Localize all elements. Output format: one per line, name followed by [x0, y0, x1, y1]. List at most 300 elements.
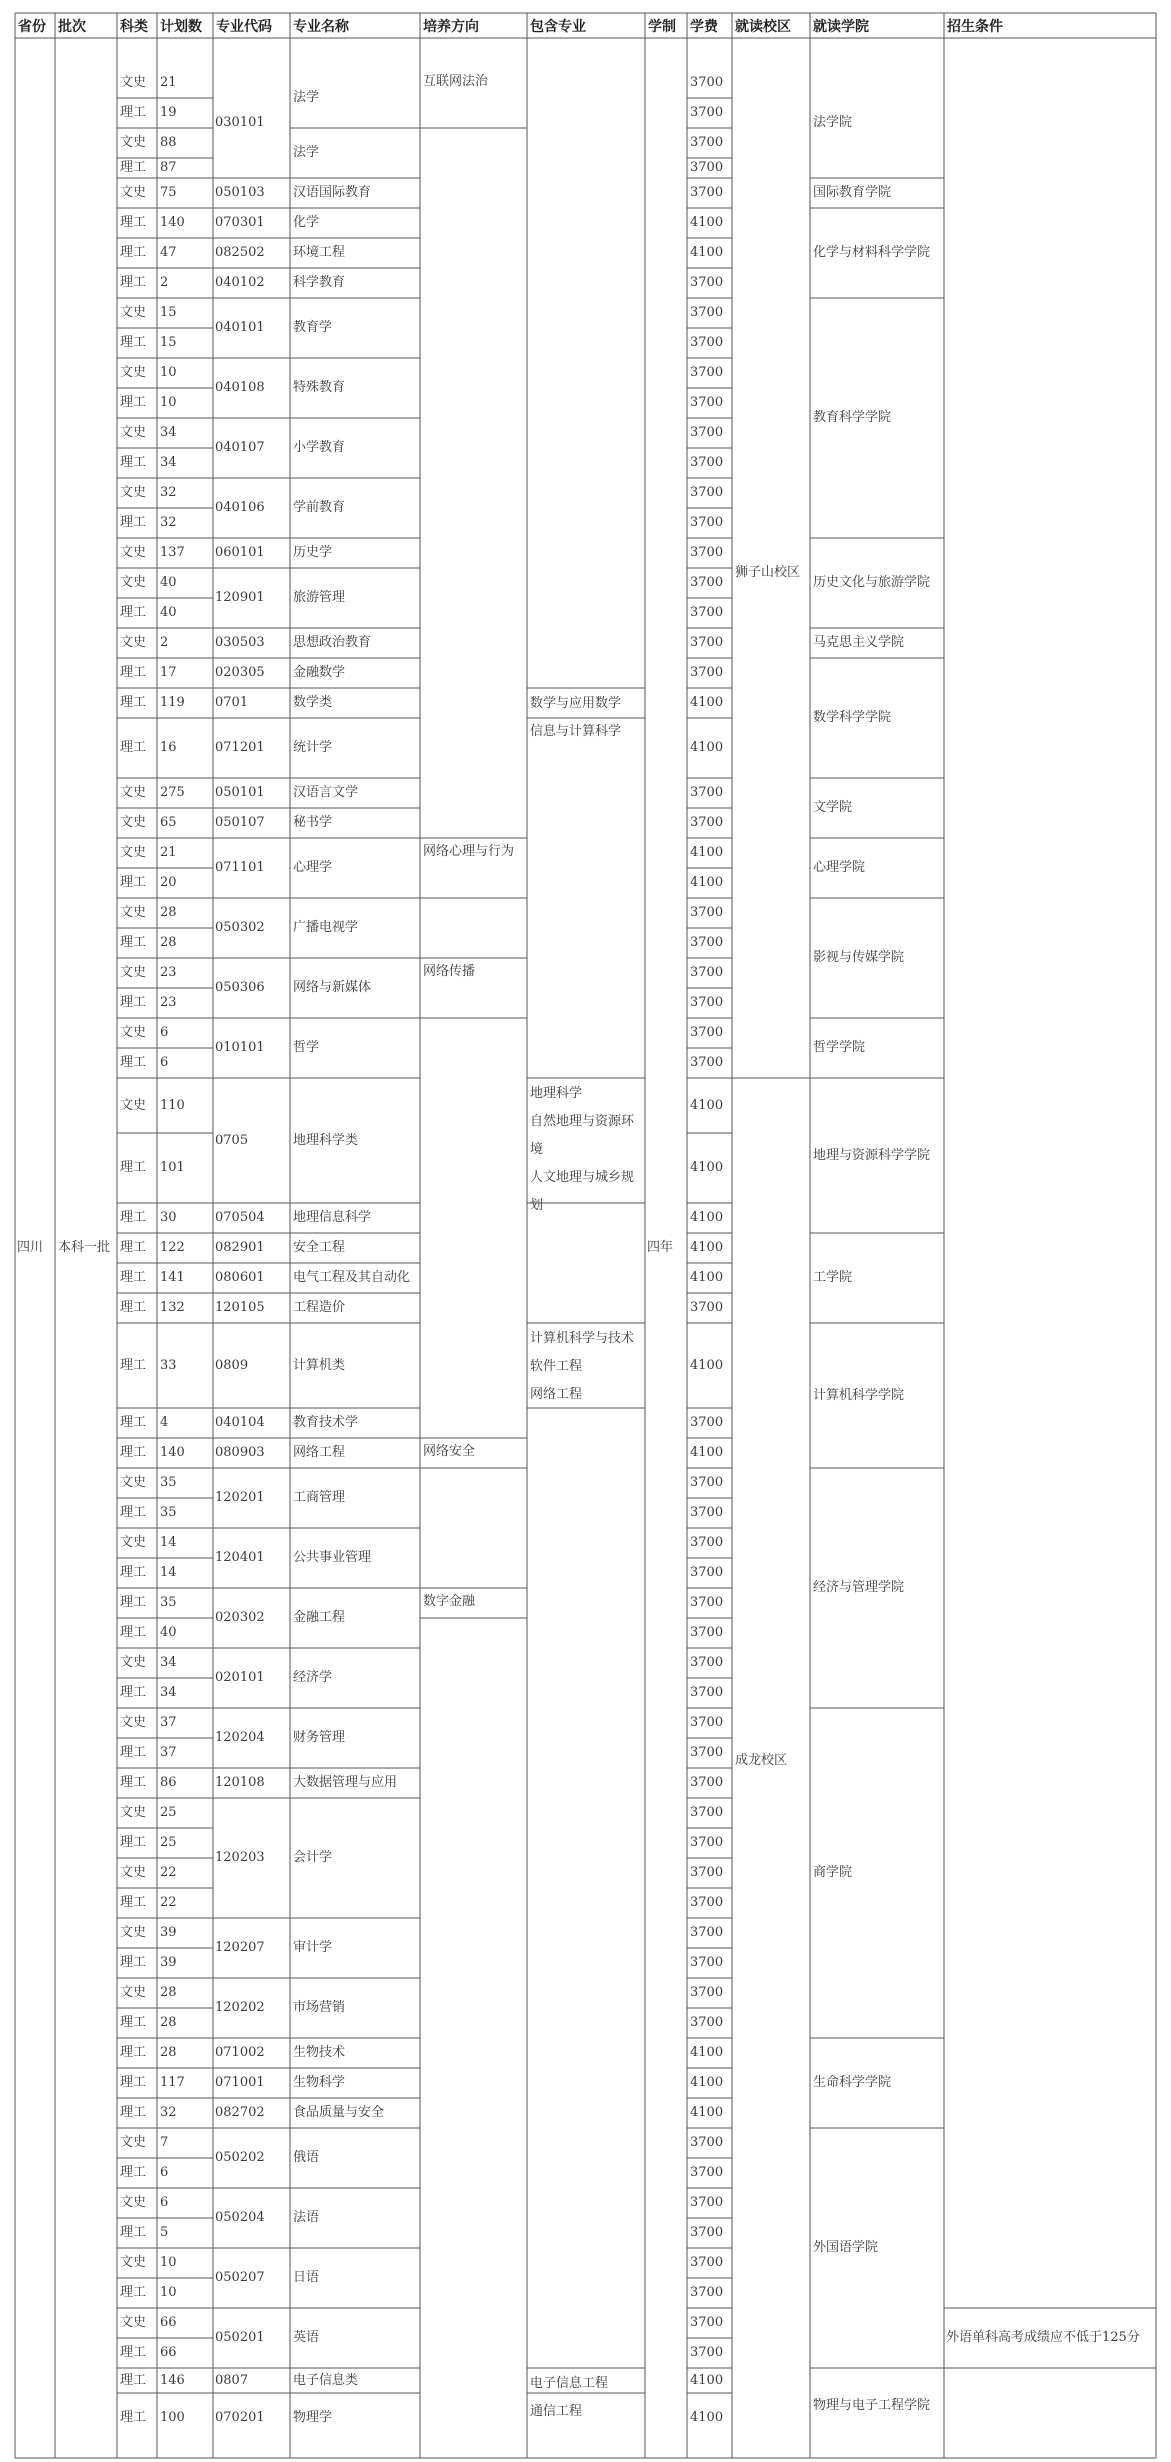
duration-cell: 四年: [647, 1240, 674, 1255]
plan-cell: 34: [160, 425, 177, 440]
plan-cell: 34: [160, 1655, 177, 1670]
fee-cell: 3700: [690, 2315, 724, 2330]
plan-cell: 15: [160, 335, 177, 350]
major-name-cell: 公共事业管理: [293, 1550, 372, 1565]
track-cell: 理工: [120, 2345, 147, 2360]
included-majors-cell: [530, 2370, 608, 2426]
fee-cell: 3700: [690, 1715, 724, 1730]
track-cell: 理工: [120, 275, 147, 290]
plan-cell: 140: [160, 215, 185, 230]
major-code-cell: 050201: [215, 2330, 265, 2345]
track-cell: 文史: [120, 785, 147, 800]
track-cell: 文史: [120, 1025, 147, 1040]
track-cell: 文史: [120, 575, 147, 590]
fee-cell: 3700: [690, 1805, 724, 1820]
fee-cell: 3700: [690, 905, 724, 920]
plan-cell: 2: [160, 635, 169, 650]
plan-cell: 21: [160, 75, 177, 90]
plan-cell: 10: [160, 365, 177, 380]
college-cell: 工学院: [813, 1270, 853, 1285]
major-code-cell: 120105: [215, 1300, 265, 1315]
fee-cell: 3700: [690, 425, 724, 440]
major-code-cell: 0705: [215, 1132, 249, 1148]
track-cell: 理工: [120, 1240, 147, 1255]
major-name-cell: 计算机类: [293, 1357, 346, 1373]
track-cell: 理工: [120, 2045, 147, 2060]
major-code-cell: 120201: [215, 1490, 265, 1505]
plan-cell: 37: [160, 1715, 177, 1730]
track-cell: 理工: [120, 740, 147, 755]
fee-cell: 3700: [690, 2015, 724, 2030]
column-header: 专业代码: [216, 19, 272, 35]
included-major-line: 人文地理与城乡规: [530, 1170, 635, 1185]
plan-cell: 40: [160, 575, 177, 590]
included-major-line: 软件工程: [530, 1359, 583, 1374]
fee-cell: 3700: [690, 2225, 724, 2240]
direction-cell: 网络安全: [423, 1444, 476, 1459]
plan-cell: 28: [160, 905, 177, 920]
fee-cell: 3700: [690, 1775, 724, 1790]
fee-cell: 3700: [690, 105, 724, 120]
track-cell: 理工: [120, 1745, 147, 1760]
plan-cell: 119: [160, 695, 185, 710]
major-code-cell: 020101: [215, 1670, 265, 1685]
major-code-cell: 120203: [215, 1850, 265, 1865]
fee-cell: 3700: [690, 2285, 724, 2300]
plan-cell: 28: [160, 1985, 177, 2000]
track-cell: 理工: [120, 1505, 147, 1520]
major-name-cell: 会计学: [293, 1850, 333, 1865]
plan-cell: 132: [160, 1300, 185, 1315]
major-code-cell: 040104: [215, 1415, 265, 1430]
track-cell: 文史: [120, 135, 147, 150]
condition-cell: 外语单科高考成绩应不低于125分: [946, 2330, 1140, 2345]
included-majors-cell: [530, 1325, 634, 1409]
fee-cell: 3700: [690, 1955, 724, 1970]
major-code-cell: 0809: [215, 1357, 249, 1373]
track-cell: 文史: [120, 2315, 147, 2330]
major-name-cell: 工程造价: [293, 1300, 346, 1315]
fee-cell: 3700: [690, 1475, 724, 1490]
major-name-cell: 日语: [293, 2270, 320, 2285]
plan-cell: 28: [160, 2015, 177, 2030]
track-cell: 理工: [120, 515, 147, 530]
fee-cell: 3700: [690, 365, 724, 380]
track-cell: 理工: [120, 2105, 147, 2120]
fee-cell: 3700: [690, 515, 724, 530]
plan-cell: 10: [160, 2255, 177, 2270]
track-cell: 文史: [120, 1475, 147, 1490]
plan-cell: 32: [160, 515, 177, 530]
track-cell: 理工: [120, 605, 147, 620]
campus-cell: 成龙校区: [735, 1752, 788, 1768]
fee-cell: 3700: [690, 1745, 724, 1760]
major-code-cell: 082901: [215, 1240, 265, 1255]
plan-cell: 101: [160, 1160, 185, 1175]
fee-cell: 3700: [690, 1895, 724, 1910]
track-cell: 文史: [120, 1655, 147, 1670]
track-cell: 文史: [120, 845, 147, 860]
major-name-cell: 俄语: [293, 2150, 320, 2165]
fee-cell: 3700: [690, 1505, 724, 1520]
major-code-cell: 050302: [215, 920, 265, 935]
track-cell: 理工: [120, 160, 147, 175]
major-code-cell: 050204: [215, 2210, 265, 2225]
column-header: 计划数: [160, 19, 202, 35]
major-name-cell: 经济学: [293, 1670, 333, 1685]
major-code-cell: 030503: [215, 635, 265, 650]
major-name-cell: 科学教育: [293, 275, 346, 290]
major-code-cell: 050107: [215, 815, 265, 830]
major-name-cell: 金融数学: [293, 665, 346, 680]
column-header: 学制: [648, 19, 676, 35]
direction-cell: 网络心理与行为: [423, 844, 515, 859]
major-name-cell: 英语: [293, 2330, 320, 2345]
plan-cell: 34: [160, 1685, 177, 1700]
plan-cell: 110: [160, 1097, 185, 1113]
college-cell: 物理与电子工程学院: [813, 2397, 931, 2413]
plan-cell: 117: [160, 2075, 185, 2090]
fee-cell: 4100: [690, 2372, 724, 2388]
fee-cell: 4100: [690, 1210, 724, 1225]
plan-cell: 146: [160, 2372, 185, 2388]
plan-cell: 141: [160, 1270, 185, 1285]
major-code-cell: 071001: [215, 2075, 265, 2090]
included-majors-cell: [530, 690, 621, 746]
major-name-cell: 心理学: [293, 860, 333, 875]
major-name-cell: 地理信息科学: [293, 1210, 372, 1225]
track-cell: 理工: [120, 395, 147, 410]
track-cell: 文史: [120, 1805, 147, 1820]
college-cell: 计算机科学学院: [813, 1387, 905, 1403]
fee-cell: 3700: [690, 2255, 724, 2270]
major-code-cell: 071002: [215, 2045, 265, 2060]
plan-cell: 122: [160, 1240, 185, 1255]
plan-cell: 28: [160, 935, 177, 950]
major-name-cell: 审计学: [293, 1940, 333, 1955]
track-cell: 文史: [120, 75, 147, 90]
plan-cell: 2: [160, 275, 169, 290]
college-cell: 数学科学学院: [813, 710, 892, 725]
fee-cell: 3700: [690, 395, 724, 410]
track-cell: 文史: [120, 485, 147, 500]
major-code-cell: 0701: [215, 695, 249, 710]
fee-cell: 4100: [690, 1270, 724, 1285]
track-cell: 理工: [120, 875, 147, 890]
track-cell: 文史: [120, 2195, 147, 2210]
included-major-line: 数学与应用数学: [530, 696, 622, 711]
fee-cell: 4100: [690, 2045, 724, 2060]
plan-cell: 47: [160, 245, 177, 260]
plan-cell: 32: [160, 2105, 177, 2120]
plan-cell: 14: [160, 1565, 177, 1580]
major-code-cell: 040102: [215, 275, 265, 290]
column-header: 科类: [120, 19, 148, 35]
fee-cell: 4100: [690, 215, 724, 230]
fee-cell: 3700: [690, 160, 724, 175]
track-cell: 文史: [120, 1535, 147, 1550]
major-code-cell: 070504: [215, 1210, 265, 1225]
track-cell: 理工: [120, 665, 147, 680]
fee-cell: 4100: [690, 2410, 724, 2425]
fee-cell: 3700: [690, 185, 724, 200]
track-cell: 理工: [120, 1445, 147, 1460]
track-cell: 理工: [120, 2285, 147, 2300]
major-code-cell: 050306: [215, 980, 265, 995]
college-cell: 文学院: [813, 800, 853, 815]
plan-cell: 23: [160, 965, 177, 980]
college-cell: 经济与管理学院: [813, 1580, 905, 1595]
plan-cell: 35: [160, 1475, 177, 1490]
fee-cell: 3700: [690, 1565, 724, 1580]
fee-cell: 4100: [690, 740, 724, 755]
major-code-cell: 082702: [215, 2105, 265, 2120]
college-cell: 心理学院: [813, 860, 866, 875]
plan-cell: 86: [160, 1775, 177, 1790]
track-cell: 理工: [120, 245, 147, 260]
major-code-cell: 120108: [215, 1775, 265, 1790]
column-header: 招生条件: [947, 19, 1003, 35]
major-code-cell: 120401: [215, 1550, 265, 1565]
major-name-cell: 统计学: [293, 740, 333, 755]
plan-cell: 6: [160, 2165, 169, 2180]
fee-cell: 3700: [690, 135, 724, 150]
included-major-line: 信息与计算科学: [530, 724, 622, 739]
fee-cell: 3700: [690, 635, 724, 650]
track-cell: 理工: [120, 215, 147, 230]
fee-cell: 4100: [690, 875, 724, 890]
plan-cell: 32: [160, 485, 177, 500]
major-name-cell: 广播电视学: [293, 920, 359, 935]
major-name-cell: 汉语言文学: [293, 785, 359, 800]
track-cell: 理工: [120, 995, 147, 1010]
major-code-cell: 120204: [215, 1730, 265, 1745]
column-header: 包含专业: [530, 19, 586, 35]
plan-cell: 140: [160, 1445, 185, 1460]
track-cell: 理工: [120, 2372, 147, 2388]
fee-cell: 3700: [690, 995, 724, 1010]
major-code-cell: 050207: [215, 2270, 265, 2285]
college-cell: 商学院: [813, 1865, 853, 1880]
plan-cell: 40: [160, 605, 177, 620]
plan-cell: 19: [160, 105, 177, 120]
included-major-line: 自然地理与资源环: [530, 1114, 635, 1129]
plan-cell: 17: [160, 665, 177, 680]
major-name-cell: 教育学: [293, 320, 333, 335]
plan-cell: 25: [160, 1835, 177, 1850]
fee-cell: 3700: [690, 1685, 724, 1700]
fee-cell: 3700: [690, 2345, 724, 2360]
major-code-cell: 070201: [215, 2410, 265, 2425]
college-cell: 生命科学学院: [813, 2075, 892, 2090]
track-cell: 文史: [120, 365, 147, 380]
major-name-cell: 法学: [293, 145, 320, 160]
track-cell: 理工: [120, 2225, 147, 2240]
plan-cell: 66: [160, 2345, 177, 2360]
major-name-cell: 法语: [293, 2210, 320, 2225]
included-major-line: 地理科学: [530, 1086, 583, 1101]
campus-cell: 狮子山校区: [735, 565, 801, 580]
fee-cell: 3700: [690, 1025, 724, 1040]
fee-cell: 3700: [690, 785, 724, 800]
plan-cell: 33: [160, 1357, 177, 1373]
fee-cell: 4100: [690, 245, 724, 260]
included-major-line: 网络工程: [530, 1387, 583, 1402]
plan-cell: 10: [160, 395, 177, 410]
plan-cell: 88: [160, 135, 177, 150]
major-name-cell: 历史学: [293, 545, 333, 560]
plan-cell: 34: [160, 455, 177, 470]
fee-cell: 4100: [690, 1445, 724, 1460]
major-name-cell: 汉语国际教育: [293, 185, 372, 200]
track-cell: 文史: [120, 905, 147, 920]
fee-cell: 3700: [690, 75, 724, 90]
track-cell: 理工: [120, 1595, 147, 1610]
college-cell: 教育科学学院: [813, 410, 892, 425]
fee-cell: 3700: [690, 1055, 724, 1070]
fee-cell: 3700: [690, 1925, 724, 1940]
fee-cell: 3700: [690, 485, 724, 500]
major-name-cell: 秘书学: [293, 815, 333, 830]
included-major-line: 境: [530, 1142, 544, 1157]
plan-cell: 22: [160, 1895, 177, 1910]
major-code-cell: 070301: [215, 215, 265, 230]
major-name-cell: 化学: [293, 215, 320, 230]
direction-cell: 互联网法治: [423, 74, 489, 89]
major-name-cell: 特殊教育: [293, 380, 346, 395]
major-name-cell: 数学类: [293, 695, 333, 710]
plan-cell: 6: [160, 1055, 169, 1070]
major-name-cell: 地理科学类: [293, 1132, 359, 1148]
major-code-cell: 030101: [215, 115, 265, 130]
track-cell: 文史: [120, 815, 147, 830]
fee-cell: 4100: [690, 1357, 724, 1373]
plan-cell: 22: [160, 1865, 177, 1880]
major-code-cell: 050103: [215, 185, 265, 200]
fee-cell: 3700: [690, 965, 724, 980]
plan-cell: 4: [160, 1415, 169, 1430]
plan-cell: 30: [160, 1210, 177, 1225]
major-name-cell: 小学教育: [293, 440, 346, 455]
fee-cell: 3700: [690, 2135, 724, 2150]
track-cell: 理工: [120, 1210, 147, 1225]
fee-cell: 4100: [690, 1160, 724, 1175]
major-code-cell: 120202: [215, 2000, 265, 2015]
column-header: 培养方向: [423, 19, 479, 35]
major-name-cell: 安全工程: [293, 1240, 346, 1255]
fee-cell: 3700: [690, 455, 724, 470]
track-cell: 文史: [120, 1097, 147, 1113]
fee-cell: 3700: [690, 2195, 724, 2210]
major-name-cell: 学前教育: [293, 500, 346, 515]
plan-cell: 39: [160, 1925, 177, 1940]
track-cell: 理工: [120, 1300, 147, 1315]
track-cell: 文史: [120, 185, 147, 200]
plan-cell: 35: [160, 1595, 177, 1610]
track-cell: 理工: [120, 695, 147, 710]
fee-cell: 3700: [690, 935, 724, 950]
major-name-cell: 金融工程: [293, 1610, 346, 1625]
plan-cell: 14: [160, 1535, 177, 1550]
track-cell: 理工: [120, 2165, 147, 2180]
major-name-cell: 环境工程: [293, 245, 346, 260]
plan-cell: 10: [160, 2285, 177, 2300]
major-code-cell: 071101: [215, 860, 265, 875]
plan-cell: 7: [160, 2135, 169, 2150]
track-cell: 理工: [120, 1955, 147, 1970]
major-name-cell: 市场营销: [293, 2000, 346, 2015]
fee-cell: 3700: [690, 1300, 724, 1315]
included-major-line: 计算机科学与技术: [530, 1331, 635, 1346]
track-cell: 文史: [120, 425, 147, 440]
college-cell: 化学与材料科学学院: [813, 245, 931, 260]
track-cell: 理工: [120, 1160, 147, 1175]
fee-cell: 3700: [690, 545, 724, 560]
track-cell: 文史: [120, 635, 147, 650]
plan-cell: 40: [160, 1625, 177, 1640]
fee-cell: 3700: [690, 575, 724, 590]
plan-cell: 35: [160, 1505, 177, 1520]
major-code-cell: 071201: [215, 740, 265, 755]
plan-cell: 28: [160, 2045, 177, 2060]
major-code-cell: 120901: [215, 590, 265, 605]
major-name-cell: 网络与新媒体: [293, 980, 372, 995]
major-code-cell: 050101: [215, 785, 265, 800]
track-cell: 文史: [120, 305, 147, 320]
major-name-cell: 教育技术学: [293, 1415, 359, 1430]
column-header: 就读校区: [735, 19, 791, 35]
plan-cell: 37: [160, 1745, 177, 1760]
column-header: 省份: [18, 19, 46, 35]
college-cell: 马克思主义学院: [813, 635, 905, 650]
major-code-cell: 080903: [215, 1445, 265, 1460]
fee-cell: 4100: [690, 1097, 724, 1113]
province-cell: 四川: [17, 1240, 44, 1255]
college-cell: 国际教育学院: [813, 185, 892, 200]
track-cell: 理工: [120, 2015, 147, 2030]
plan-cell: 16: [160, 740, 177, 755]
major-code-cell: 040106: [215, 500, 265, 515]
major-name-cell: 网络工程: [293, 1445, 346, 1460]
track-cell: 文史: [120, 1865, 147, 1880]
major-code-cell: 080601: [215, 1270, 265, 1285]
fee-cell: 4100: [690, 2105, 724, 2120]
major-code-cell: 0807: [215, 2372, 249, 2388]
college-cell: 历史文化与旅游学院: [813, 575, 931, 590]
track-cell: 文史: [120, 965, 147, 980]
track-cell: 理工: [120, 2075, 147, 2090]
track-cell: 文史: [120, 2255, 147, 2270]
plan-cell: 137: [160, 545, 185, 560]
plan-cell: 6: [160, 2195, 169, 2210]
major-name-cell: 电子信息类: [293, 2372, 359, 2388]
track-cell: 理工: [120, 1835, 147, 1850]
column-header: 学费: [690, 19, 718, 35]
major-name-cell: 哲学: [293, 1040, 320, 1055]
track-cell: 理工: [120, 1357, 147, 1373]
major-code-cell: 082502: [215, 245, 265, 260]
track-cell: 理工: [120, 1625, 147, 1640]
fee-cell: 3700: [690, 1655, 724, 1670]
plan-cell: 6: [160, 1025, 169, 1040]
college-cell: 法学院: [813, 115, 853, 130]
major-code-cell: 040101: [215, 320, 265, 335]
track-cell: 文史: [120, 545, 147, 560]
plan-cell: 75: [160, 185, 177, 200]
fee-cell: 4100: [690, 1240, 724, 1255]
column-header: 专业名称: [293, 19, 349, 35]
track-cell: 文史: [120, 1925, 147, 1940]
